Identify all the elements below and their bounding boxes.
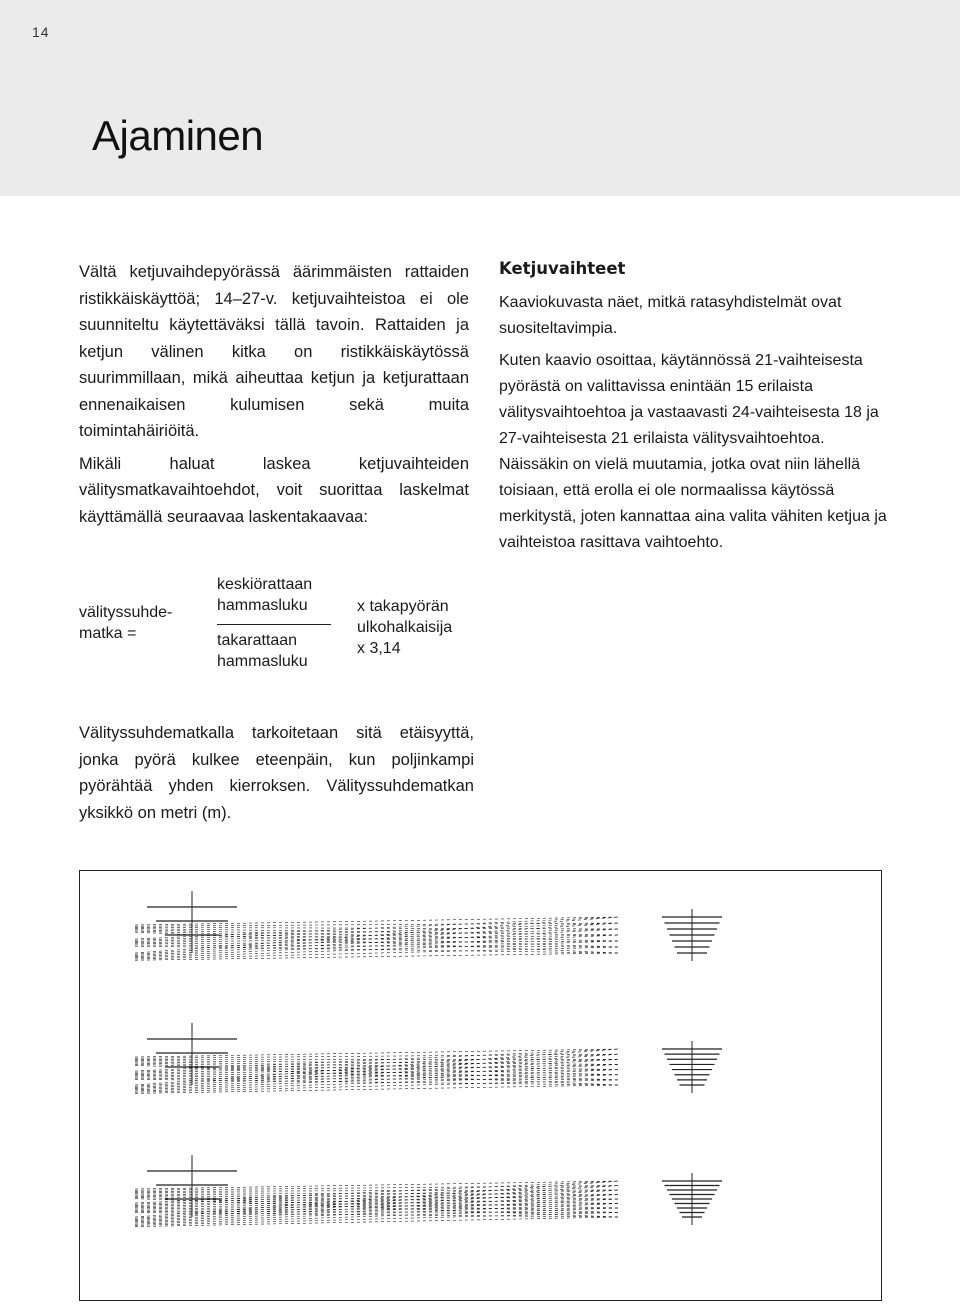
paragraph-calculation-intro: Mikäli haluat laskea ketjuvaihteiden välitysmatkavaihtoehdot, voit suorittaa laskelmat käyttämällä seuraavaa laskentakaavaa: [79,454,469,526]
chain-line [135,1079,620,1085]
chain-line [135,1061,620,1065]
section-heading: Ketjuvaihteet [499,259,626,278]
formula-numerator-line: keskiörattaan [217,576,313,593]
formula-multipliers [357,596,497,659]
gear-formula [79,574,479,674]
page-title: Ajaminen [92,112,264,159]
chain-line [135,1049,620,1071]
left-column [79,259,469,536]
formula-numerator-line: hammasluku [217,597,308,614]
paragraph-gear-options: Kuten kaavio osoittaa, käytännössä 21-vaihteisesta pyörästä on valittavissa enintään 15 erilaista välitysvaihtoehtoa ja vastaavasti 24-vaihteisesta 18 ja 27-vaihteisesta 21 erilaista välitysvaihtoehtoa. Näissäkin on vielä muutamia, jotka ovat niin lähellä toisiaan, että erolla ei ole normaalissa käytössä merkitystä, joten kannattaa aina valita vähiten ketjua ja vaihteistoa rasittava vaihtoehto. [499,352,887,551]
chain-line [135,1193,620,1195]
formula-denominator-line: hammasluku [217,653,308,670]
chain-line [135,1054,620,1086]
chain-line [135,953,620,960]
chain-line [135,935,620,957]
right-column [499,259,889,562]
chain-line [135,929,620,955]
gear-diagram-svg [80,871,882,1301]
chain-line [135,1075,620,1091]
chain-line [135,923,620,926]
formula-multiplier-line: x 3,14 [357,640,401,657]
formula-denominator-line: takarattaan [217,632,298,649]
formula-denominator [217,630,357,672]
chain-line [135,1070,620,1076]
formula-label-line: välityssuhde- [79,604,173,621]
fraction-bar [217,624,331,625]
formula-label-line: matka = [79,625,137,642]
definition-block [79,720,474,832]
chain-line [135,1054,620,1058]
chain-line [135,1080,620,1092]
paragraph-cross-chaining: Vältä ketjuvaihdepyörässä äärimmäisten rattaiden ristikkäiskäyttöä; 14–27-v. ketjuvaihteistoa ei ole suunniteltu käytettäväksi tällä tavoin. Rattaiden ja ketjun välinen kitka on ristikkäiskäytössä suurimmillaan, mikä aiheuttaa ketjun ja ketjurattaan ennenaikaisen kulumisen sekä muita toimintahäiriöitä. [79,263,469,440]
chain-line [135,1213,620,1226]
formula-multiplier-line: ulkohalkaisija [357,619,453,636]
formula-label [79,602,209,644]
formula-numerator [217,574,357,616]
chain-line [135,1190,620,1191]
page-number: 14 [32,24,50,40]
chain-line [135,1181,620,1203]
chain-line [135,947,620,959]
formula-multiplier-line: x takapyörän [357,598,449,615]
gear-combination-diagram [79,870,882,1301]
header-band [0,0,960,196]
paragraph-definition: Välityssuhdematkalla tarkoitetaan sitä etäisyyttä, jonka pyörä kulkee eteenpäin, kun poljinkampi pyörähtää yhden kierroksen. Välityssuhdematkan yksikkö on metri (m). [79,724,474,822]
chain-line [135,1199,620,1222]
paragraph-diagram-intro: Kaaviokuvasta näet, mitkä ratasyhdistelmät ovat suositeltavimpia. [499,294,842,337]
